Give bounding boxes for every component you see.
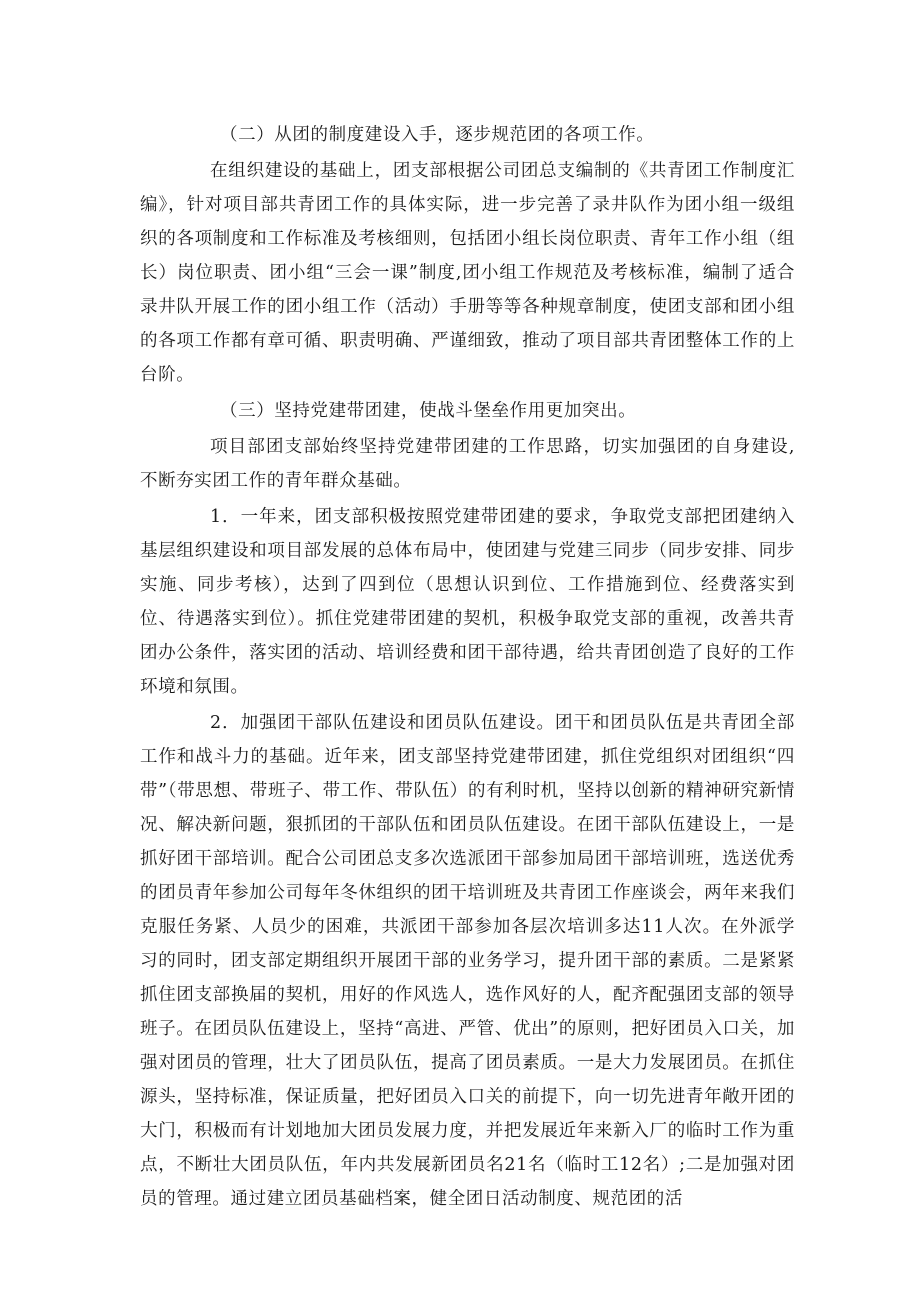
numbered-paragraph-1: 1．一年来，团支部积极按照党建带团建的要求，争取党支部把团建纳入基层组织建设和项目部发展的总体布局中，使团建与党建三同步（同步安排、同步实施、同步考核），达到了四到位（思想认识到位、工作措施到位、经费落实到位、待遇落实到位）。抓住党建带团建的契机，积极争取党支部的重视，改善共青团办公条件，落实团的活动、培训经费和团干部待遇，给共青团创造了良好的工作环境和氛围。	[140, 507, 795, 697]
numbered-paragraph-2: 2．加强团干部队伍建设和团员队伍建设。团干和团员队伍是共青团全部工作和战斗力的基础。近年来，团支部坚持党建带团建，抓住党组织对团组织“四带”（带思想、带班子、带工作、带队伍）的有利时机，坚持以创新的精神研究新情况、解决新问题，狠抓团的干部队伍和团员队伍建设。在团干部队伍建设上，一是抓好团干部培训。配合公司团总支多次选派团干部参加局团干部培训班，选送优秀的团员青年参加公司每年冬休组织的团干培训班及共青团工作座谈会，两年来我们克服任务紧、人员少的困难，共派团干部参加各层次培训多达11人次。在外派学习的同时，团支部定期组织开展团干部的业务学习，提升团干部的素质。二是紧紧抓住团支部换届的契机，用好的作风选人，选作风好的人，配齐配强团支部的领导班子。在团员队伍建设上，坚持“高进、严管、优出”的原则，把好团员入口关，加强对团员的管理，壮大了团员队伍，提高了团员素质。一是大力发展团员。在抓住源头，坚持标准，保证质量，把好团员入口关的前提下，向一切先进青年敞开团的大门，积极而有计划地加大团员发展力度，并把发展近年来新入厂的临时工作为重点，不断壮大团员队伍，年内共发展新团员名21名（临时工12名）;二是加强对团员的管理。通过建立团员基础档案，健全团日活动制度、规范团的活	[140, 713, 795, 1209]
document-body	[140, 118, 795, 1218]
body-paragraph: 在组织建设的基础上，团支部根据公司团总支编制的《共青团工作制度汇编》，针对项目部共青团工作的具体实际，进一步完善了录井队作为团小组一级组织的各项制度和工作标准及考核细则，包括团小组长岗位职责、青年工作小组（组长）岗位职责、团小组“三会一课”制度,团小组工作规范及考核标准，编制了适合录井队开展工作的团小组工作（活动）手册等等各种规章制度，使团支部和团小组的各项工作都有章可循、职责明确、严谨细致，推动了项目部共青团整体工作的上台阶。	[140, 161, 795, 385]
body-paragraph: 项目部团支部始终坚持党建带团建的工作思路，切实加强团的自身建设,不断夯实团工作的青年群众基础。	[140, 437, 795, 491]
section-heading-3: （三）坚持党建带团建，使战斗堡垒作用更加突出。	[220, 401, 637, 421]
section-heading-2: （二）从团的制度建设入手，逐步规范团的各项工作。	[220, 125, 655, 145]
